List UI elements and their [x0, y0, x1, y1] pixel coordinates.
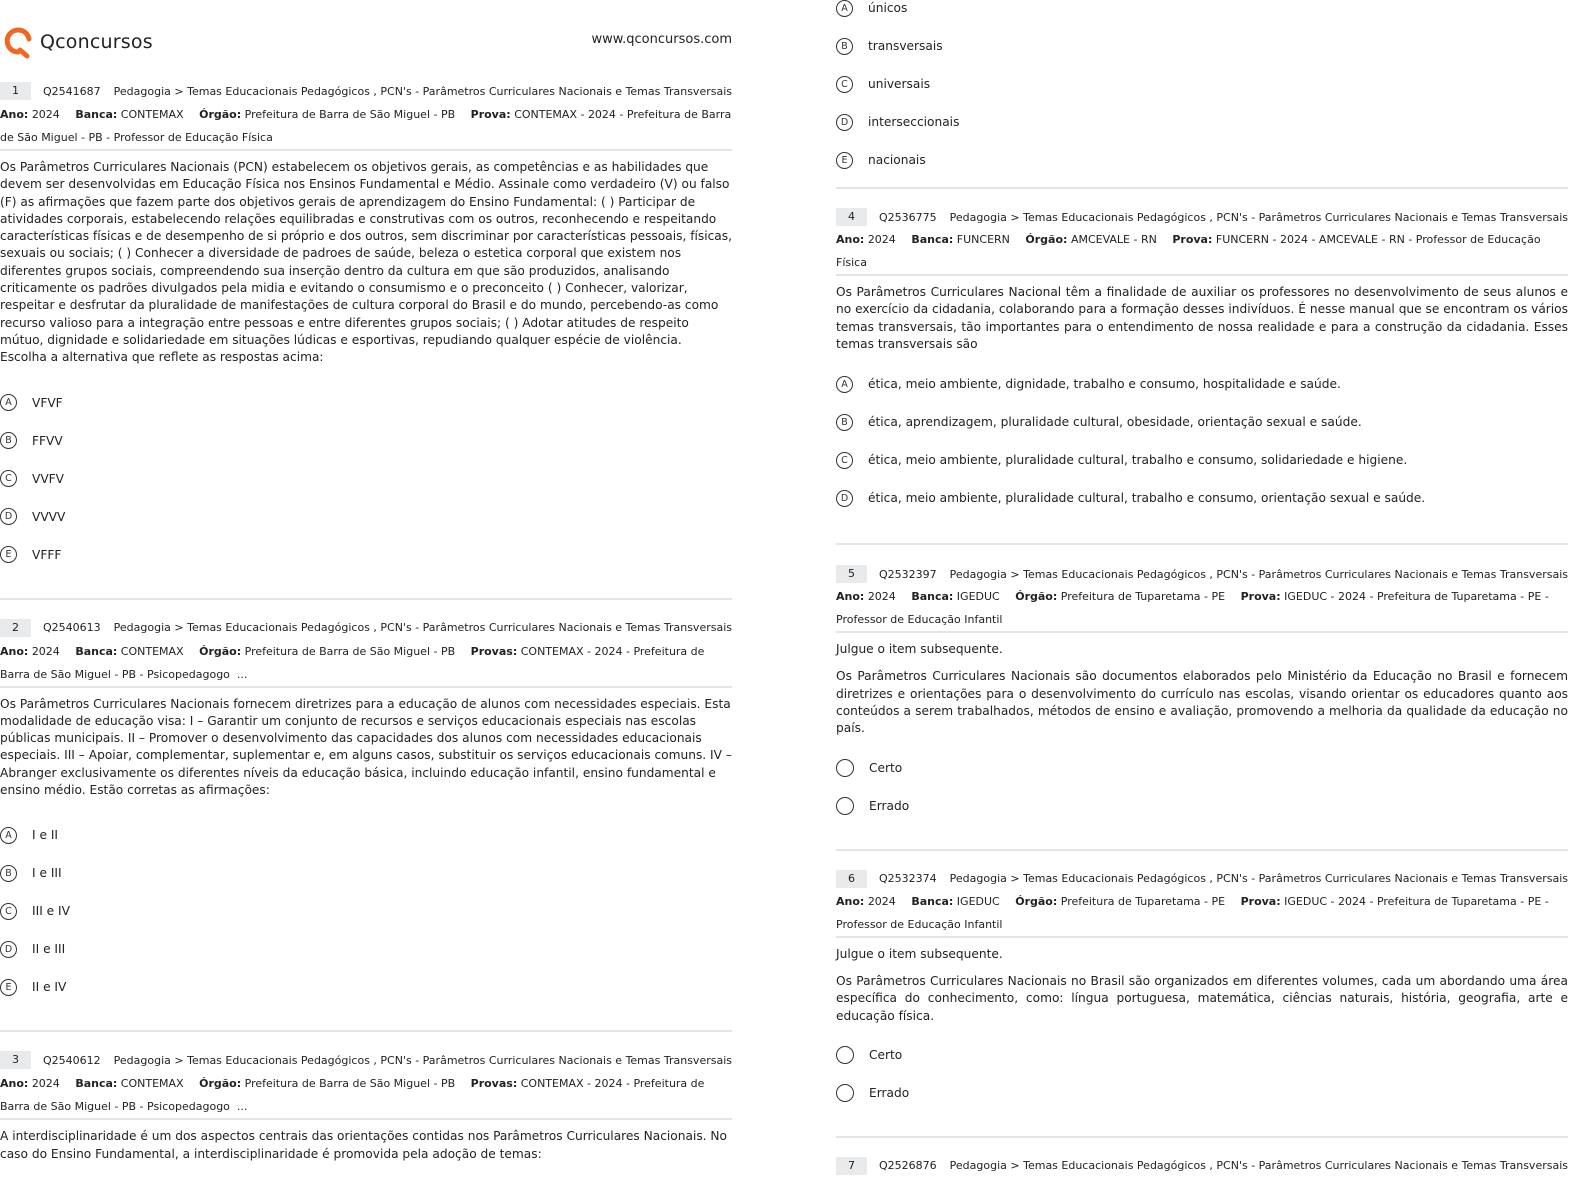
more-provas-ellipsis[interactable]: ... [236, 667, 248, 681]
option-letter[interactable]: A [836, 376, 853, 393]
option-text[interactable]: FFVV [32, 433, 63, 448]
qconcursos-logo-icon [2, 26, 34, 58]
question-statement: Os Parâmetros Curriculares Nacionais (PCN) estabelecem os objetivos gerais, as competências e as habilidades que devem ser desenvolvidas em Educação Física nos Ensinos Fundamental e Médio. Assinale como verdadeiro (V) ou falso (F) as afirmações que fazem parte dos objetivos gerais de aprendizagem do Ensino Fundamental: ( ) Participar de atividades corporais, estabelecendo relações equilibradas e construtivas com os outros, reconhecendo e respeitando características físicas e de desempenho de si próprio e dos outros, sem discriminar por características pessoais, físicas, sexuais ou sociais; ( ) Conhecer a diversidade de padroes de saúde, beleza o estetica corporal que existem nos diferentes grupos sociais, compreendendo sua inserção dentro da cultura em que são produzidos, analisando criticamente os padrões divulgados pela midia e evitando o consumismo e o preconceito ( ) Conhecer, valorizar, respeitar e desfrutar da pluralidade de manifestações de cultura corporal do Brasil e do mundo, percebendo-as como recurso valioso para a integração entre pessoas e entre diferentes grupos sociais; ( ) Adotar atitudes de respeito mútuo, dignidade e solidariedade em situações lúdicas e esportivas, repudiando qualquer espécie de violência. Escolha a alternativa que reflete as respostas acima: [0, 160, 732, 365]
question-meta [836, 585, 1568, 633]
question-header [836, 206, 1568, 228]
option-text[interactable]: Errado [869, 798, 910, 813]
option-c[interactable] [0, 892, 732, 930]
option-text[interactable]: VVFV [32, 471, 65, 486]
prova-label: Prova: [470, 108, 511, 121]
option-e[interactable] [0, 536, 732, 574]
question-number: 5 [836, 565, 867, 583]
question-divider [0, 598, 732, 600]
question-header [0, 617, 732, 639]
banca-value[interactable]: CONTEMAX [120, 108, 184, 121]
ano-value: 2024 [31, 644, 60, 658]
option-c[interactable] [0, 460, 732, 498]
option-letter[interactable]: E [0, 546, 17, 563]
prova-value[interactable]: IGEDUC - 2024 - Prefeitura de Tuparetama - PE - Professor de Educação Infantil [836, 590, 1549, 627]
provas-label: Provas: [470, 644, 518, 658]
option-letter[interactable]: D [0, 941, 17, 958]
question-divider [0, 1030, 732, 1032]
option-letter[interactable]: C [836, 452, 853, 469]
question-meta [836, 890, 1568, 938]
banca-value[interactable]: CONTEMAX [120, 644, 184, 658]
option-certo[interactable] [836, 749, 1568, 787]
question-card [0, 617, 732, 1033]
option-text[interactable]: I e II [32, 828, 59, 843]
question-statement: Os Parâmetros Curriculares Nacionais fornecem diretrizes para a educação de alunos com necessidades especiais. Esta modalidade de educação visa: I – Garantir um conjunto de recursos e serviços educacionais especiais nas escolas públicas municipais. II – Promover o desenvolvimento das capacidades dos alunos com necessidades educacionais especiais. III – Apoiar, complementar, suplementar e, em alguns casos, substituir os serviços educacionais comuns. IV – Abranger exclusivamente os diferentes níveis da educação básica, incluindo educação infantil, ensino fundamental e ensino médio. Estão corretas as afirmações: [0, 696, 732, 798]
banca-value[interactable]: CONTEMAX [120, 1077, 184, 1091]
banca-label: Banca: [911, 233, 954, 246]
option-text[interactable]: únicos [868, 1, 908, 15]
prova-value[interactable]: IGEDUC - 2024 - Prefeitura de Tuparetama - PE - Professor de Educação Infantil [836, 894, 1549, 931]
option-d[interactable] [0, 930, 732, 968]
site-url: www.qconcursos.com [591, 32, 732, 47]
option-b[interactable] [836, 27, 1568, 65]
subject-path[interactable]: Pedagogia > Temas Educacionais Pedagógicos , PCN's - Parâmetros Curriculares Nacionais e Temas Transversais [113, 84, 732, 98]
right-column [836, 0, 1568, 1177]
option-d[interactable] [836, 479, 1568, 517]
subject-path[interactable]: Pedagogia > Temas Educacionais Pedagógicos , PCN's - Parâmetros Curriculares Nacionais e Temas Transversais [113, 1053, 732, 1067]
question-number: 1 [0, 82, 31, 100]
question-id[interactable]: Q2532374 [879, 872, 937, 886]
prova-label: Prova: [1172, 233, 1213, 246]
question-number: 3 [0, 1051, 31, 1069]
option-text[interactable]: ética, aprendizagem, pluralidade cultural, obesidade, orientação sexual e saúde. [868, 415, 1362, 430]
question-id[interactable]: Q2536775 [879, 210, 937, 224]
option-text[interactable]: ética, meio ambiente, pluralidade cultural, trabalho e consumo, solidariedade e higiene. [868, 453, 1408, 468]
option-a[interactable] [0, 384, 732, 422]
option-letter[interactable]: E [0, 979, 17, 996]
question-id[interactable]: Q2532397 [879, 567, 937, 581]
option-text[interactable]: VFFF [32, 547, 62, 562]
question-statement: Os Parâmetros Curriculares Nacional têm a finalidade de auxiliar os professores no desenvolvimento de seus alunos e no exercício da cidadania, colaborando para a formação desses indivíduos. É nesse manual que se encontram os vários temas transversais, tão importantes para o entendimento de nossa realidade e para a construção da cidadania. Esses temas transversais são [836, 285, 1568, 351]
option-certo[interactable] [836, 1036, 1568, 1074]
ano-value: 2024 [31, 1077, 60, 1091]
option-letter[interactable]: E [836, 152, 853, 169]
option-letter[interactable]: B [0, 865, 17, 882]
ano-label: Ano: [836, 233, 865, 246]
option-text[interactable]: ética, meio ambiente, pluralidade cultural, trabalho e consumo, orientação sexual e saúde. [868, 491, 1426, 506]
question-divider [836, 849, 1568, 851]
option-text[interactable]: transversais [868, 39, 943, 53]
option-a[interactable] [836, 0, 1568, 27]
prova-value[interactable]: CONTEMAX - 2024 - Prefeitura de Barra de São Miguel - PB - Psicopedagogo [0, 644, 705, 681]
ano-value: 2024 [867, 590, 896, 604]
subject-path[interactable]: Pedagogia > Temas Educacionais Pedagógicos , PCN's - Parâmetros Curriculares Nacionais e Temas Transversais [949, 210, 1568, 224]
banca-value[interactable]: IGEDUC [956, 590, 1000, 604]
option-letter[interactable]: B [836, 414, 853, 431]
option-letter[interactable]: D [836, 490, 853, 507]
subject-path[interactable]: Pedagogia > Temas Educacionais Pedagógicos , PCN's - Parâmetros Curriculares Nacionais e Temas Transversais [949, 567, 1568, 581]
answer-options [836, 1036, 1568, 1112]
ano-label: Ano: [836, 894, 865, 908]
brand-name: Qconcursos [40, 31, 153, 53]
orgao-value[interactable]: Prefeitura de Barra de São Miguel - PB [244, 108, 456, 121]
option-text[interactable]: Errado [869, 1085, 910, 1100]
subject-path[interactable]: Pedagogia > Temas Educacionais Pedagógicos , PCN's - Parâmetros Curriculares Nacionais e Temas Transversais [949, 872, 1568, 886]
answer-options [0, 384, 732, 574]
left-column [0, 0, 732, 1163]
question-number: 6 [836, 870, 867, 888]
question-card [836, 206, 1568, 545]
option-e[interactable] [0, 968, 732, 1006]
option-c[interactable] [836, 441, 1568, 479]
orgao-label: Órgão: [1025, 233, 1068, 246]
question-card [0, 1049, 732, 1163]
option-text[interactable]: I e III [32, 866, 62, 881]
option-b[interactable] [836, 403, 1568, 441]
ano-label: Ano: [836, 590, 865, 604]
banca-label: Banca: [75, 108, 118, 121]
question-card [836, 868, 1568, 1138]
banca-value[interactable]: IGEDUC [956, 894, 1000, 908]
banca-label: Banca: [75, 644, 118, 658]
question-id[interactable]: Q2526876 [879, 1159, 937, 1173]
ano-value: 2024 [867, 894, 896, 908]
question-header [0, 1049, 732, 1071]
question-intro: Julgue o item subsequente. [836, 946, 1003, 961]
orgao-value[interactable]: Prefeitura de Barra de São Miguel - PB [244, 1077, 456, 1091]
banca-value[interactable]: FUNCERN [956, 233, 1010, 246]
orgao-value[interactable]: Prefeitura de Tuparetama - PE [1060, 894, 1226, 908]
radio-button[interactable] [836, 1084, 854, 1102]
option-letter[interactable]: D [0, 508, 17, 525]
question-card [836, 1155, 1568, 1177]
prova-label: Prova: [1240, 894, 1281, 908]
answer-options [0, 816, 732, 1006]
question-number: 7 [836, 1157, 867, 1175]
ano-label: Ano: [0, 108, 29, 121]
provas-label: Provas: [470, 1077, 518, 1091]
subject-path[interactable]: Pedagogia > Temas Educacionais Pedagógicos , PCN's - Parâmetros Curriculares Nacionais e Temas Transversais [949, 1159, 1568, 1173]
question-number: 2 [0, 619, 31, 637]
question-meta [836, 228, 1568, 276]
question-statement: Os Parâmetros Curriculares Nacionais são documentos elaborados pelo Ministério da Educação no Brasil e fornecem diretrizes e orientações para o desenvolvimento do currículo nas escolas, visando orientar os educadores quanto aos conteúdos a serem trabalhados, métodos de ensino e avaliação, promovendo a melhoria da qualidade da educação no país. [836, 669, 1568, 736]
option-text[interactable]: II e IV [32, 980, 67, 995]
option-letter[interactable]: B [0, 432, 17, 449]
option-text[interactable]: II e III [32, 942, 66, 957]
option-text[interactable]: Certo [869, 1047, 903, 1062]
option-text[interactable]: interseccionais [868, 115, 960, 129]
orgao-label: Órgão: [199, 644, 242, 658]
orgao-label: Órgão: [199, 1077, 242, 1091]
radio-button[interactable] [836, 1046, 854, 1064]
question-meta [0, 640, 732, 688]
orgao-label: Órgão: [199, 108, 242, 121]
subject-path[interactable]: Pedagogia > Temas Educacionais Pedagógicos , PCN's - Parâmetros Curriculares Nacionais e Temas Transversais [113, 621, 732, 635]
question-meta [0, 1072, 732, 1120]
question-statement: Os Parâmetros Curriculares Nacionais no Brasil são organizados em diferentes volumes, cada um abordando uma área específica do conhecimento, como: língua portuguesa, matemática, ciências naturais, história, geografia, arte e educação física. [836, 973, 1568, 1023]
option-text[interactable]: Certo [869, 760, 903, 775]
answer-options [836, 749, 1568, 825]
option-d[interactable] [0, 498, 732, 536]
orgao-value[interactable]: AMCEVALE - RN [1070, 233, 1157, 246]
option-b[interactable] [0, 422, 732, 460]
question-header [836, 1155, 1568, 1177]
banca-label: Banca: [911, 894, 954, 908]
option-text[interactable]: nacionais [868, 153, 926, 167]
option-a[interactable] [0, 816, 732, 854]
prova-value[interactable]: FUNCERN - 2024 - AMCEVALE - RN - Professor de Educação Física [836, 233, 1541, 269]
option-text[interactable]: VVVV [32, 509, 66, 524]
ano-label: Ano: [0, 644, 29, 658]
option-text[interactable]: universais [868, 77, 931, 91]
question-header [836, 563, 1568, 585]
option-letter[interactable]: A [836, 0, 853, 17]
option-e[interactable] [836, 141, 1568, 179]
option-text[interactable]: ética, meio ambiente, dignidade, trabalho e consumo, hospitalidade e saúde. [868, 377, 1341, 392]
question-statement: A interdisciplinaridade é um dos aspectos centrais das orientações contidas nos Parâmetros Curriculares Nacionais. No caso do Ensino Fundamental, a interdisciplinaridade é promovida pela adoção de temas: [0, 1129, 728, 1161]
question-number: 4 [836, 208, 867, 226]
option-text[interactable]: III e IV [32, 904, 70, 919]
question-header [836, 868, 1568, 890]
option-letter[interactable]: C [836, 76, 853, 93]
question-id[interactable]: Q2540612 [43, 1053, 101, 1067]
question-divider [836, 543, 1568, 545]
question-meta [0, 103, 732, 151]
radio-button[interactable] [836, 759, 854, 777]
question-card [836, 563, 1568, 850]
option-letter[interactable]: A [0, 827, 17, 844]
orgao-value[interactable]: Prefeitura de Tuparetama - PE [1060, 590, 1226, 604]
option-letter[interactable]: C [0, 470, 17, 487]
ano-value: 2024 [31, 108, 60, 121]
option-b[interactable] [0, 854, 732, 892]
option-c[interactable] [836, 65, 1568, 103]
ano-label: Ano: [0, 1077, 29, 1091]
prova-label: Prova: [1240, 590, 1281, 604]
option-letter[interactable]: C [0, 903, 17, 920]
ano-value: 2024 [867, 233, 896, 246]
banca-label: Banca: [911, 590, 954, 604]
orgao-label: Órgão: [1015, 590, 1058, 604]
prova-value[interactable]: CONTEMAX - 2024 - Prefeitura de Barra de São Miguel - PB - Psicopedagogo [0, 1077, 705, 1114]
answer-options-continued [836, 0, 1568, 179]
question-id[interactable]: Q2541687 [43, 84, 101, 98]
option-a[interactable] [836, 365, 1568, 403]
orgao-label: Órgão: [1015, 894, 1058, 908]
option-letter[interactable]: A [0, 394, 17, 411]
page-header [0, 0, 732, 62]
question-divider [836, 1136, 1568, 1138]
question-header [0, 80, 732, 102]
more-provas-ellipsis[interactable]: ... [236, 1100, 248, 1114]
prova-value[interactable]: CONTEMAX - 2024 - Prefeitura de Barra de São Miguel - PB - Professor de Educação Física [0, 108, 732, 144]
option-letter[interactable]: D [836, 114, 853, 131]
option-d[interactable] [836, 103, 1568, 141]
qconcursos-logo[interactable] [2, 26, 153, 58]
question-card [0, 80, 732, 600]
radio-button[interactable] [836, 797, 854, 815]
option-letter[interactable]: B [836, 38, 853, 55]
question-divider [836, 187, 1568, 189]
orgao-value[interactable]: Prefeitura de Barra de São Miguel - PB [244, 644, 456, 658]
answer-options [836, 365, 1568, 517]
option-errado[interactable] [836, 1074, 1568, 1112]
banca-label: Banca: [75, 1077, 118, 1091]
option-errado[interactable] [836, 787, 1568, 825]
option-text[interactable]: VFVF [32, 395, 63, 410]
question-intro: Julgue o item subsequente. [836, 642, 1003, 657]
question-id[interactable]: Q2540613 [43, 621, 101, 635]
